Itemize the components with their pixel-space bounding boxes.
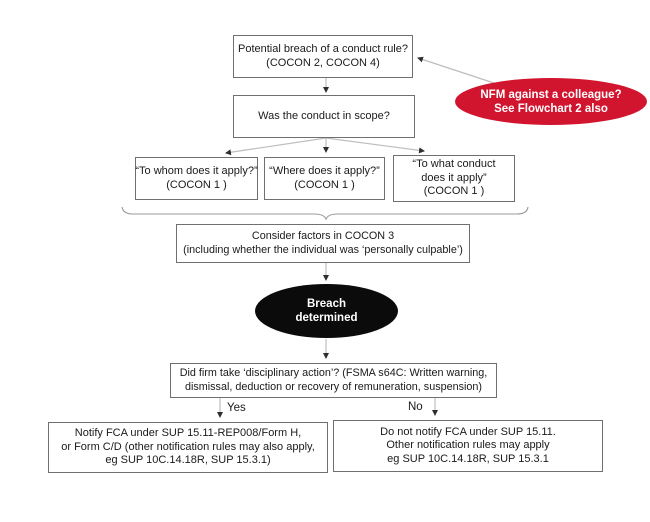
connector-scope-to-what xyxy=(326,138,424,151)
callout-nfm-colleague xyxy=(455,78,647,125)
node-text: dismissal, deduction or recovery of remuneration, suspension) xyxy=(184,380,483,393)
node-notify-fca xyxy=(48,422,328,473)
node-text: eg SUP 10C.14.18R, SUP 15.3.1 xyxy=(387,452,549,465)
node-text: determined xyxy=(295,312,358,324)
callout-text: See Flowchart 2 also xyxy=(494,102,608,115)
node-text: (including whether the individual was ‘personally culpable’) xyxy=(183,243,463,256)
node-text: Was the conduct in scope? xyxy=(258,109,390,122)
node-text: “To what conduct xyxy=(412,158,496,171)
node-where-apply xyxy=(264,157,385,200)
node-text: eg SUP 10C.14.18R, SUP 15.3.1) xyxy=(105,454,271,467)
node-text: (COCON 1 ) xyxy=(294,178,355,191)
node-text: (COCON 1 ) xyxy=(423,185,485,198)
node-text: “Where does it apply?” xyxy=(269,165,380,177)
node-text: Did firm take ‘disciplinary action’? (FSMA s64C: Written warning, xyxy=(179,367,488,379)
node-breach-determined xyxy=(255,284,398,338)
callout-text: NFM against a colleague? xyxy=(480,88,622,101)
edge-label-no: No xyxy=(408,401,423,413)
node-text: “To whom does it apply?” xyxy=(135,165,258,177)
node-text: does it apply” xyxy=(421,171,487,184)
connector-scope-to-whom xyxy=(226,138,326,153)
node-conduct-in-scope xyxy=(233,95,415,138)
node-potential-breach xyxy=(233,35,413,78)
node-text: (COCON 1 ) xyxy=(166,178,227,191)
node-text: Do not notify FCA under SUP 15.11. xyxy=(380,425,556,438)
node-disciplinary-action xyxy=(170,363,497,398)
node-what-conduct-apply xyxy=(393,155,515,202)
node-text: Other notification rules may apply xyxy=(386,439,550,452)
node-to-whom-apply xyxy=(135,157,258,200)
edge-label-yes: Yes xyxy=(227,402,246,414)
node-do-not-notify-fca xyxy=(333,420,603,472)
connector-callout-to-breach xyxy=(418,58,497,84)
node-text: or Form C/D (other notification rules may also apply, xyxy=(61,440,315,453)
node-text: Potential breach of a conduct rule? xyxy=(237,43,408,55)
node-text: Consider factors in COCON 3 xyxy=(251,230,395,242)
brace-group-to-consider xyxy=(122,207,528,219)
node-text: Notify FCA under SUP 15.11-REP008/Form H, xyxy=(74,427,302,440)
node-text: Breach xyxy=(307,298,346,310)
node-text: (COCON 2, COCON 4) xyxy=(266,56,380,69)
node-consider-factors xyxy=(176,224,470,263)
